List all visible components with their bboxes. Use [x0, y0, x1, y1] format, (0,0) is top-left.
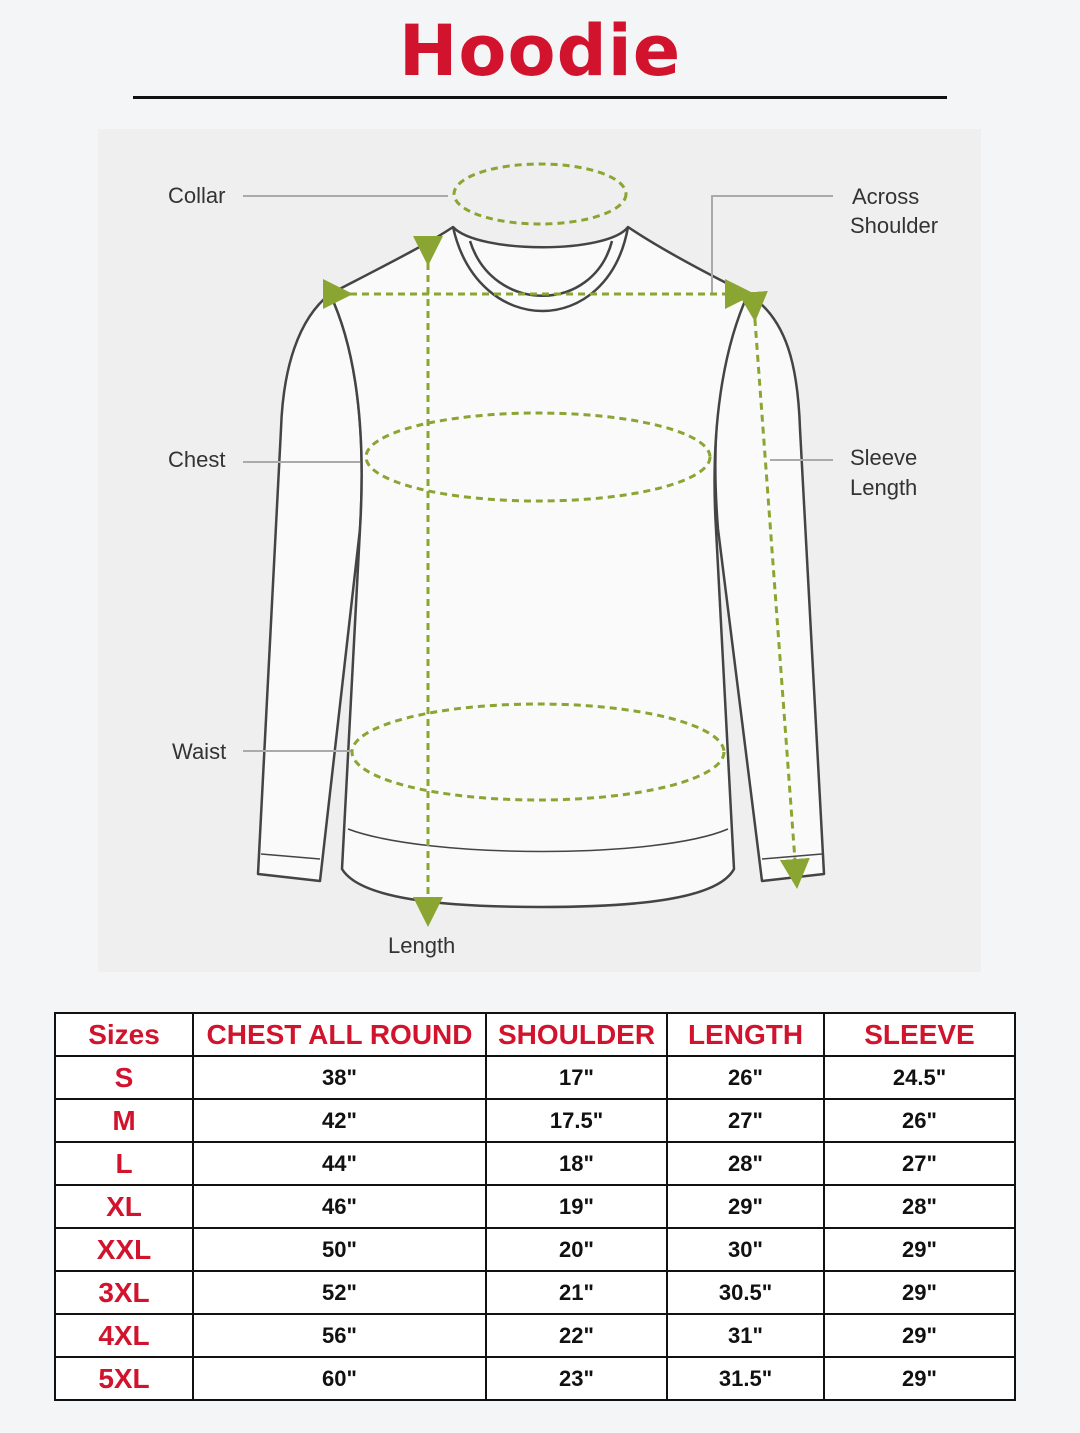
size-cell: 4XL: [55, 1314, 193, 1357]
table-row: [55, 1056, 1015, 1099]
table-header-row: [55, 1013, 1015, 1056]
waist-label: Waist: [172, 739, 227, 764]
chest-cell: 52": [193, 1271, 486, 1314]
sleeve-cell: 28": [824, 1185, 1015, 1228]
chest-cell: 46": [193, 1185, 486, 1228]
shoulder-cell: 23": [486, 1357, 667, 1400]
shoulder-cell: 21": [486, 1271, 667, 1314]
sleeve-cell: 27": [824, 1142, 1015, 1185]
chest-cell: 60": [193, 1357, 486, 1400]
shoulder-cell: 20": [486, 1228, 667, 1271]
table-row: [55, 1142, 1015, 1185]
size-cell: XL: [55, 1185, 193, 1228]
length-label: Length: [388, 933, 456, 958]
sleeve-length-label-line1: Sleeve: [850, 445, 918, 470]
collar-label: Collar: [168, 183, 226, 208]
size-chart-table: [54, 1012, 1016, 1401]
size-cell: 3XL: [55, 1271, 193, 1314]
shoulder-cell: 22": [486, 1314, 667, 1357]
shoulder-cell: 18": [486, 1142, 667, 1185]
size-cell: M: [55, 1099, 193, 1142]
sleeve-length-label-line2: Length: [850, 475, 918, 500]
table-row: [55, 1228, 1015, 1271]
size-cell: S: [55, 1056, 193, 1099]
length-cell: 30.5": [667, 1271, 824, 1314]
header-shoulder: SHOULDER: [486, 1013, 667, 1056]
header-chest: CHEST ALL ROUND: [193, 1013, 486, 1056]
header-sleeve: SLEEVE: [824, 1013, 1015, 1056]
chest-label: Chest: [168, 447, 226, 472]
garment-outline: [258, 227, 824, 907]
header-length: LENGTH: [667, 1013, 824, 1056]
chest-cell: 50": [193, 1228, 486, 1271]
table-row: [55, 1357, 1015, 1400]
length-cell: 28": [667, 1142, 824, 1185]
chest-cell: 56": [193, 1314, 486, 1357]
chest-cell: 42": [193, 1099, 486, 1142]
table-row: [55, 1271, 1015, 1314]
table-row: [55, 1185, 1015, 1228]
shoulder-cell: 17": [486, 1056, 667, 1099]
title-divider: [133, 96, 947, 99]
length-cell: 30": [667, 1228, 824, 1271]
sleeve-cell: 29": [824, 1271, 1015, 1314]
shoulder-cell: 19": [486, 1185, 667, 1228]
chest-cell: 44": [193, 1142, 486, 1185]
length-cell: 27": [667, 1099, 824, 1142]
length-cell: 31": [667, 1314, 824, 1357]
hoodie-measurement-diagram: [98, 129, 981, 972]
header-sizes: Sizes: [55, 1013, 193, 1056]
right-sleeve: [715, 294, 824, 881]
collar-measure: [454, 164, 626, 224]
hoodie-illustration: [98, 129, 981, 972]
shoulder-cell: 17.5": [486, 1099, 667, 1142]
size-cell: XXL: [55, 1228, 193, 1271]
sleeve-cell: 24.5": [824, 1056, 1015, 1099]
sleeve-cell: 29": [824, 1314, 1015, 1357]
sleeve-cell: 29": [824, 1228, 1015, 1271]
table-row: [55, 1314, 1015, 1357]
length-cell: 31.5": [667, 1357, 824, 1400]
chest-cell: 38": [193, 1056, 486, 1099]
size-cell: L: [55, 1142, 193, 1185]
length-cell: 29": [667, 1185, 824, 1228]
length-cell: 26": [667, 1056, 824, 1099]
table-row: [55, 1099, 1015, 1142]
sleeve-cell: 26": [824, 1099, 1015, 1142]
size-cell: 5XL: [55, 1357, 193, 1400]
sleeve-cell: 29": [824, 1357, 1015, 1400]
across-shoulder-label-line2: Shoulder: [850, 213, 939, 238]
body: [330, 227, 748, 907]
page-title: Hoodie: [398, 10, 682, 92]
across-shoulder-label-line1: Across: [852, 184, 920, 209]
